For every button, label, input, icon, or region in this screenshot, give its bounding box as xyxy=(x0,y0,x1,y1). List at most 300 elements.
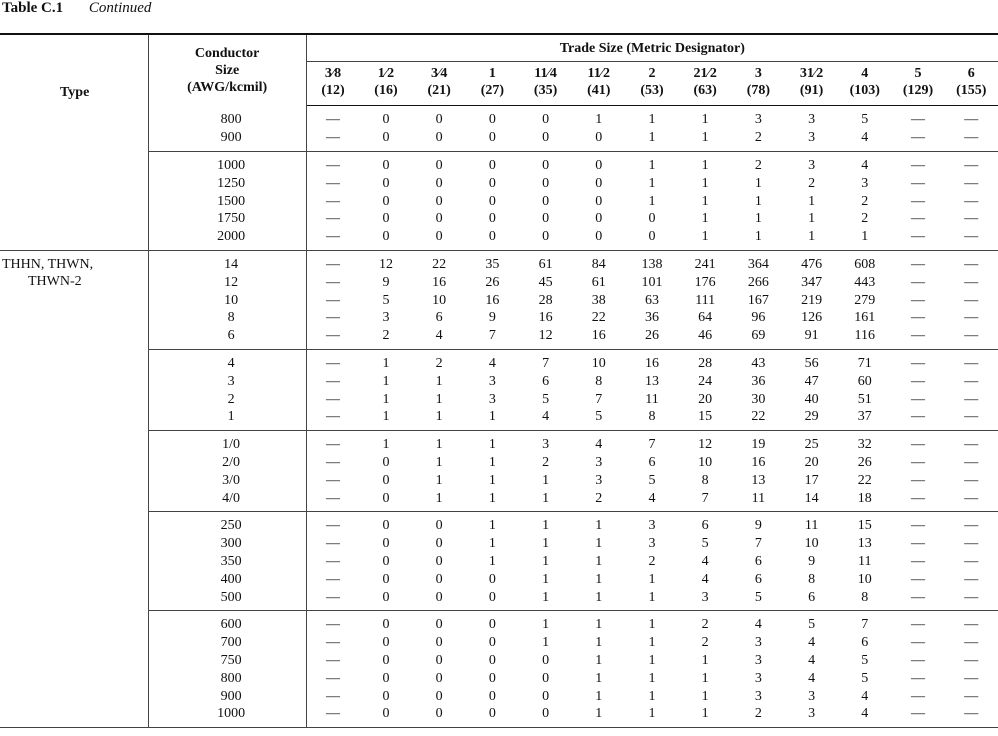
conductor-count-cell: 111 xyxy=(695,292,716,308)
conductor-count-cell: 1 xyxy=(542,536,550,552)
conductor-count-cell: — xyxy=(326,571,340,587)
conductor-size-cell: 1500 xyxy=(148,192,306,210)
conductor-size-cell: 1000 xyxy=(148,705,306,727)
conductor-count-cell: 0 xyxy=(488,112,496,128)
conductor-count-cell: 1 xyxy=(838,228,891,250)
conductor-count-cell: 5 xyxy=(382,292,390,308)
conductor-size-cell: 400 xyxy=(148,570,306,588)
conductor-count-cell: 20 xyxy=(804,454,819,470)
metric-designator: (35) xyxy=(533,83,558,98)
table-row xyxy=(0,535,998,553)
conductor-count-cell: — xyxy=(964,518,979,534)
conductor-count-cell: 0 xyxy=(466,129,519,151)
conductor-count-cell: — xyxy=(326,688,340,704)
conductor-count-cell: 36 xyxy=(644,310,659,326)
conductor-count-cell: 0 xyxy=(435,518,443,534)
conductor-count-cell: 4 xyxy=(519,408,572,430)
conductor-count-cell: 0 xyxy=(542,670,550,686)
conductor-count-cell: 3 xyxy=(648,536,656,552)
conductor-count-cell: — xyxy=(964,175,979,191)
conductor-count-cell: — xyxy=(910,211,925,227)
conductor-count-cell: 10 xyxy=(804,536,819,552)
conductor-count-cell: 12 xyxy=(519,327,572,349)
conductor-count-cell: 3 xyxy=(785,129,838,151)
conductor-count-cell: 0 xyxy=(488,652,496,668)
conductor-count-cell: 38 xyxy=(591,292,606,308)
trade-size-col-header xyxy=(359,62,412,106)
conductor-count-cell: 1 xyxy=(413,489,466,511)
conductor-count-cell: 10 xyxy=(698,454,713,470)
conductor-count-cell: — xyxy=(910,193,925,209)
conductor-count-cell: 2 xyxy=(861,211,869,227)
conductor-size-cell: 3/0 xyxy=(148,471,306,489)
conductor-count-cell: 18 xyxy=(838,489,891,511)
conductor-count-cell: 5 xyxy=(701,536,709,552)
conductor-count-cell: 1 xyxy=(701,157,709,173)
conductor-size-cell: 600 xyxy=(148,610,306,633)
conductor-count-cell: 167 xyxy=(747,292,769,308)
conductor-count-cell: 1 xyxy=(732,228,785,250)
conductor-count-cell: 9 xyxy=(382,274,390,290)
conductor-count-cell: 24 xyxy=(698,373,713,389)
conductor-count-cell: 0 xyxy=(382,193,390,209)
conductor-size-cell: 4/0 xyxy=(148,489,306,511)
conductor-count-cell: 6 xyxy=(542,373,550,389)
conductor-count-cell: — xyxy=(306,129,359,151)
conductor-count-cell: — xyxy=(326,670,340,686)
conductor-count-cell: 1 xyxy=(808,211,816,227)
conductor-count-cell: 3 xyxy=(754,112,762,128)
table-row xyxy=(0,687,998,705)
conductor-count-cell: 0 xyxy=(359,489,412,511)
conductor-count-cell: 0 xyxy=(488,571,496,587)
conductor-count-cell: 1 xyxy=(679,705,732,727)
conductor-count-cell: 0 xyxy=(359,129,412,151)
conductor-count-cell: 0 xyxy=(382,454,390,470)
conductor-count-cell: 5 xyxy=(861,652,869,668)
table-row xyxy=(0,669,998,687)
conductor-count-cell: — xyxy=(964,355,979,371)
conductor-count-cell: 4 xyxy=(808,652,816,668)
conductor-count-cell: 64 xyxy=(698,310,713,326)
conductor-count-cell: — xyxy=(945,705,998,727)
conductor-count-cell: 1 xyxy=(413,408,466,430)
conductor-count-cell: — xyxy=(964,617,979,633)
conductor-count-cell: — xyxy=(964,157,979,173)
conductor-count-cell: — xyxy=(326,553,340,569)
conductor-count-cell: — xyxy=(326,193,340,209)
conductor-count-cell: 0 xyxy=(382,211,390,227)
conductor-count-cell: 46 xyxy=(679,327,732,349)
conductor-count-cell: 2 xyxy=(435,355,443,371)
table-row xyxy=(0,129,998,151)
conductor-count-cell: — xyxy=(326,157,340,173)
conductor-count-cell: 3 xyxy=(808,157,816,173)
trade-size-label: 1 xyxy=(488,66,496,81)
trade-size-label: 21⁄2 xyxy=(693,66,717,81)
trade-size-label: 2 xyxy=(648,66,656,81)
conductor-count-cell: 22 xyxy=(591,310,606,326)
conductor-count-cell: 61 xyxy=(538,256,553,272)
conductor-count-cell: 3 xyxy=(488,391,496,407)
conductor-count-cell: — xyxy=(964,310,979,326)
conductor-size-cell: 900 xyxy=(148,129,306,151)
conductor-size-cell: 350 xyxy=(148,553,306,571)
conductor-count-cell: 1 xyxy=(754,175,762,191)
conductor-count-cell: 1 xyxy=(701,193,709,209)
metric-designator: (12) xyxy=(321,83,345,98)
conductor-count-cell: 4 xyxy=(861,157,869,173)
conductor-count-cell: 9 xyxy=(488,310,496,326)
conductor-count-cell: 1 xyxy=(625,129,678,151)
table-row xyxy=(0,471,998,489)
conductor-count-cell: — xyxy=(891,408,944,430)
conductor-count-cell: — xyxy=(964,553,979,569)
conductor-count-cell: — xyxy=(910,373,925,389)
conductor-count-cell: 0 xyxy=(595,211,603,227)
conductor-count-cell: — xyxy=(910,355,925,371)
conductor-count-cell: 0 xyxy=(435,175,443,191)
conductor-count-cell: 3 xyxy=(488,373,496,389)
conductor-size-cell: 1750 xyxy=(148,210,306,228)
conductor-count-cell: 4 xyxy=(754,617,762,633)
conductor-count-cell: — xyxy=(910,310,925,326)
metric-designator: (63) xyxy=(693,83,717,98)
conductor-count-cell: — xyxy=(891,129,944,151)
conductor-count-cell: 8 xyxy=(625,408,678,430)
metric-designator: (21) xyxy=(427,83,451,98)
conductor-count-cell: 1 xyxy=(595,688,603,704)
size-label: Size xyxy=(215,62,240,78)
conductor-count-cell: 4 xyxy=(838,129,891,151)
conductor-count-cell: 13 xyxy=(857,536,872,552)
conductor-count-cell: 0 xyxy=(382,175,390,191)
conductor-count-cell: 0 xyxy=(435,617,443,633)
trade-size-col-header xyxy=(679,62,732,106)
conductor-count-cell: 1 xyxy=(679,228,732,250)
trade-size-label: 1⁄2 xyxy=(377,66,395,81)
conductor-count-cell: 0 xyxy=(466,705,519,727)
conductor-count-cell: 3 xyxy=(785,705,838,727)
conductor-size-cell: 500 xyxy=(148,588,306,610)
conductor-count-cell: 47 xyxy=(804,373,819,389)
type-cell xyxy=(0,106,148,251)
conductor-count-cell: 16 xyxy=(432,274,447,290)
conductor-count-cell: 1 xyxy=(648,157,656,173)
conductor-count-cell: — xyxy=(326,310,340,326)
conductor-count-cell: 4 xyxy=(413,327,466,349)
conductor-count-cell: 10 xyxy=(857,571,872,587)
conductor-count-cell: 0 xyxy=(572,129,625,151)
conductor-count-cell: 6 xyxy=(754,553,762,569)
table-row xyxy=(0,273,998,291)
conductor-count-cell: — xyxy=(326,536,340,552)
conductor-count-cell: 0 xyxy=(435,688,443,704)
conductor-count-cell: 0 xyxy=(382,635,390,651)
conductor-count-cell: 4 xyxy=(861,688,869,704)
trade-size-col-header xyxy=(732,62,785,106)
conductor-count-cell: 241 xyxy=(694,256,716,272)
conductor-count-cell: 2 xyxy=(359,327,412,349)
conductor-count-cell: 0 xyxy=(488,670,496,686)
conductor-count-cell: 0 xyxy=(359,705,412,727)
conductor-size-cell: 300 xyxy=(148,535,306,553)
trade-size-header: Trade Size (Metric Designator) xyxy=(306,34,998,62)
conductor-count-cell: 0 xyxy=(382,518,390,534)
conductor-count-cell: — xyxy=(910,635,925,651)
conductor-count-cell: 0 xyxy=(382,571,390,587)
conductor-count-cell: 5 xyxy=(861,112,869,128)
conductor-count-cell: 1 xyxy=(808,193,816,209)
conductor-count-cell: 0 xyxy=(542,688,550,704)
conductor-count-cell: 1 xyxy=(701,211,709,227)
conductor-count-cell: 7 xyxy=(466,327,519,349)
conductor-count-cell: 101 xyxy=(641,274,663,290)
conductor-count-cell: 1 xyxy=(435,373,443,389)
conductor-count-cell: 1 xyxy=(595,617,603,633)
conductor-count-cell: 1 xyxy=(382,373,390,389)
conductor-size-cell: 900 xyxy=(148,687,306,705)
conductor-count-cell: — xyxy=(306,408,359,430)
conductor-count-cell: 15 xyxy=(679,408,732,430)
conductor-count-cell: 7 xyxy=(595,391,603,407)
conductor-count-cell: 12 xyxy=(378,256,393,272)
conductor-count-cell: 0 xyxy=(625,228,678,250)
conductor-size-cell: 8 xyxy=(148,309,306,327)
table-row xyxy=(0,250,998,273)
table-row xyxy=(0,610,998,633)
conductor-count-cell: — xyxy=(891,705,944,727)
conductor-count-cell: 22 xyxy=(732,408,785,430)
conductor-count-cell: 279 xyxy=(854,292,876,308)
conductor-count-cell: 0 xyxy=(413,705,466,727)
conductor-count-cell: 0 xyxy=(435,157,443,173)
table-row xyxy=(0,291,998,309)
table-row xyxy=(0,192,998,210)
conductor-size-cell: 14 xyxy=(148,250,306,273)
conductor-count-cell: — xyxy=(945,588,998,610)
conductor-count-cell: 1 xyxy=(595,536,603,552)
conductor-count-cell: 17 xyxy=(804,472,819,488)
conductor-count-cell: 0 xyxy=(572,228,625,250)
conductor-count-cell: 1 xyxy=(754,193,762,209)
conductor-count-cell: 61 xyxy=(591,274,606,290)
conductor-count-cell: 1 xyxy=(542,571,550,587)
trade-size-col-header xyxy=(785,62,838,106)
conductor-count-cell: — xyxy=(910,536,925,552)
conductor-count-cell: 3 xyxy=(679,588,732,610)
conductor-count-cell: 7 xyxy=(648,437,656,453)
conductor-count-cell: 1 xyxy=(701,652,709,668)
conductor-count-cell: 2 xyxy=(701,635,709,651)
conductor-count-cell: 1 xyxy=(648,193,656,209)
trade-size-label: 3⁄8 xyxy=(324,66,342,81)
conductor-count-cell: 28 xyxy=(538,292,553,308)
metric-designator: (53) xyxy=(640,83,664,98)
conductor-count-cell: 11 xyxy=(858,553,872,569)
conductor-count-cell: 13 xyxy=(751,472,766,488)
conductor-count-cell: 5 xyxy=(542,391,550,407)
conductor-count-cell: 1 xyxy=(488,518,496,534)
conductor-count-cell: 1 xyxy=(435,454,443,470)
conductor-count-cell: 2 xyxy=(648,553,656,569)
conductor-count-cell: 36 xyxy=(751,373,766,389)
conductor-count-cell: — xyxy=(326,256,340,272)
conductor-count-cell: 16 xyxy=(485,292,500,308)
conductor-count-cell: — xyxy=(964,536,979,552)
metric-designator: (16) xyxy=(374,83,398,98)
conductor-count-cell: — xyxy=(910,292,925,308)
conductor-size-cell: 800 xyxy=(148,106,306,129)
conductor-size-cell: 800 xyxy=(148,669,306,687)
conductor-count-cell: 5 xyxy=(808,617,816,633)
conductor-count-cell: 35 xyxy=(485,256,500,272)
conductor-count-cell: 3 xyxy=(808,112,816,128)
conductor-count-cell: — xyxy=(964,571,979,587)
trade-size-label: 3⁄4 xyxy=(430,66,448,81)
conductor-count-cell: — xyxy=(326,437,340,453)
conductor-count-cell: 0 xyxy=(488,175,496,191)
conductor-size-cell: 1250 xyxy=(148,174,306,192)
table-row xyxy=(0,372,998,390)
conductor-count-cell: — xyxy=(910,518,925,534)
conductor-count-cell: 1 xyxy=(488,454,496,470)
conductor-count-cell: — xyxy=(910,688,925,704)
conductor-count-cell: 3 xyxy=(382,310,390,326)
conductor-count-cell: 1 xyxy=(595,652,603,668)
conductor-size-header xyxy=(148,34,306,106)
conductor-count-cell: — xyxy=(964,652,979,668)
conductor-count-cell: 1 xyxy=(595,571,603,587)
conductor-count-cell: 7 xyxy=(754,536,762,552)
conductor-count-cell: 25 xyxy=(804,437,819,453)
conductor-count-cell: 176 xyxy=(694,274,716,290)
conductor-count-cell: 443 xyxy=(854,274,876,290)
conductor-count-cell: 16 xyxy=(572,327,625,349)
conductor-count-cell: 71 xyxy=(857,355,872,371)
unit-label: (AWG/kcmil) xyxy=(187,79,268,95)
trade-size-col-header xyxy=(413,62,466,106)
conductor-count-cell: 0 xyxy=(488,193,496,209)
conductor-count-cell: 43 xyxy=(751,355,766,371)
conductor-count-cell: 476 xyxy=(801,256,823,272)
conductor-count-cell: 1 xyxy=(542,518,550,534)
table-row xyxy=(0,390,998,408)
conductor-count-cell: 4 xyxy=(808,635,816,651)
conductor-count-cell: 6 xyxy=(861,635,869,651)
conductor-count-cell: 30 xyxy=(751,391,766,407)
conductor-count-cell: — xyxy=(945,408,998,430)
conductor-count-cell: 0 xyxy=(359,588,412,610)
trade-size-col-header xyxy=(306,62,359,106)
conductor-count-cell: 45 xyxy=(538,274,553,290)
conductor-count-cell: 1 xyxy=(435,437,443,453)
conductor-count-cell: 1 xyxy=(595,670,603,686)
conductor-count-cell: 266 xyxy=(747,274,769,290)
conductor-size-cell: 12 xyxy=(148,273,306,291)
metric-designator: (91) xyxy=(799,83,824,98)
conductor-count-cell: 2 xyxy=(542,454,550,470)
table-row xyxy=(0,309,998,327)
conductor-count-cell: 1 xyxy=(625,705,678,727)
conductor-size-cell: 700 xyxy=(148,634,306,652)
conductor-count-cell: 3 xyxy=(861,175,869,191)
conductor-count-cell: 4 xyxy=(488,355,496,371)
conductor-count-cell: 0 xyxy=(488,157,496,173)
conductor-count-cell: — xyxy=(964,193,979,209)
conductor-count-cell: 2 xyxy=(732,129,785,151)
conductor-count-cell: 16 xyxy=(538,310,553,326)
conductor-count-cell: 1 xyxy=(572,588,625,610)
conductor-count-cell: 22 xyxy=(432,256,447,272)
conductor-count-cell: 1 xyxy=(382,355,390,371)
conductor-count-cell: 10 xyxy=(591,355,606,371)
conductor-count-cell: — xyxy=(326,454,340,470)
conductor-count-cell: 51 xyxy=(857,391,872,407)
conductor-count-cell: 3 xyxy=(754,670,762,686)
conductor-count-cell: 1 xyxy=(488,553,496,569)
conductor-count-cell: 11 xyxy=(804,518,819,534)
conductor-size-cell: 1/0 xyxy=(148,430,306,453)
trade-size-col-header xyxy=(945,62,998,106)
conductor-count-cell: — xyxy=(910,112,925,128)
conductor-count-cell: 6 xyxy=(648,454,656,470)
conductor-count-cell: 28 xyxy=(698,355,713,371)
conductor-count-cell: 0 xyxy=(382,157,390,173)
conductor-count-cell: 0 xyxy=(488,688,496,704)
conductor-count-cell: 2 xyxy=(861,193,869,209)
table-row xyxy=(0,570,998,588)
conductor-count-cell: — xyxy=(891,489,944,511)
conductor-size-cell: 1 xyxy=(148,408,306,430)
trade-size-label: 4 xyxy=(861,66,869,81)
conductor-count-cell: 37 xyxy=(838,408,891,430)
conductor-count-cell: 3 xyxy=(595,472,603,488)
conductor-count-cell: — xyxy=(910,454,925,470)
conductor-count-cell: 2 xyxy=(572,489,625,511)
conductor-count-cell: 1 xyxy=(785,228,838,250)
conductor-count-cell: 5 xyxy=(572,408,625,430)
conductor-count-cell: — xyxy=(326,274,340,290)
conductor-count-cell: 60 xyxy=(857,373,872,389)
conductor-count-cell: 4 xyxy=(625,489,678,511)
conductor-count-cell: 7 xyxy=(679,489,732,511)
conductor-count-cell: 0 xyxy=(382,617,390,633)
conductor-count-cell: 4 xyxy=(701,571,709,587)
conductor-count-cell: 161 xyxy=(854,310,876,326)
conductor-count-cell: 1 xyxy=(519,489,572,511)
conductor-count-cell: — xyxy=(945,327,998,349)
table-row xyxy=(0,151,998,174)
conductor-count-cell: 32 xyxy=(857,437,872,453)
trade-size-col-header xyxy=(891,62,944,106)
conductor-count-cell: — xyxy=(891,228,944,250)
conductor-count-cell: — xyxy=(945,489,998,511)
conductor-size-cell: 250 xyxy=(148,511,306,534)
conductor-count-cell: 0 xyxy=(435,553,443,569)
conductor-count-cell: 0 xyxy=(435,536,443,552)
conductor-count-cell: 608 xyxy=(854,256,876,272)
conductor-count-cell: 2 xyxy=(754,157,762,173)
conductor-count-cell: 0 xyxy=(359,228,412,250)
conductor-label: Conductor xyxy=(194,45,260,61)
conductor-count-cell: 0 xyxy=(435,211,443,227)
conductor-count-cell: — xyxy=(891,588,944,610)
conductor-count-cell: — xyxy=(326,175,340,191)
conductor-count-cell: — xyxy=(910,652,925,668)
conductor-count-cell: — xyxy=(306,489,359,511)
conductor-count-cell: — xyxy=(326,391,340,407)
